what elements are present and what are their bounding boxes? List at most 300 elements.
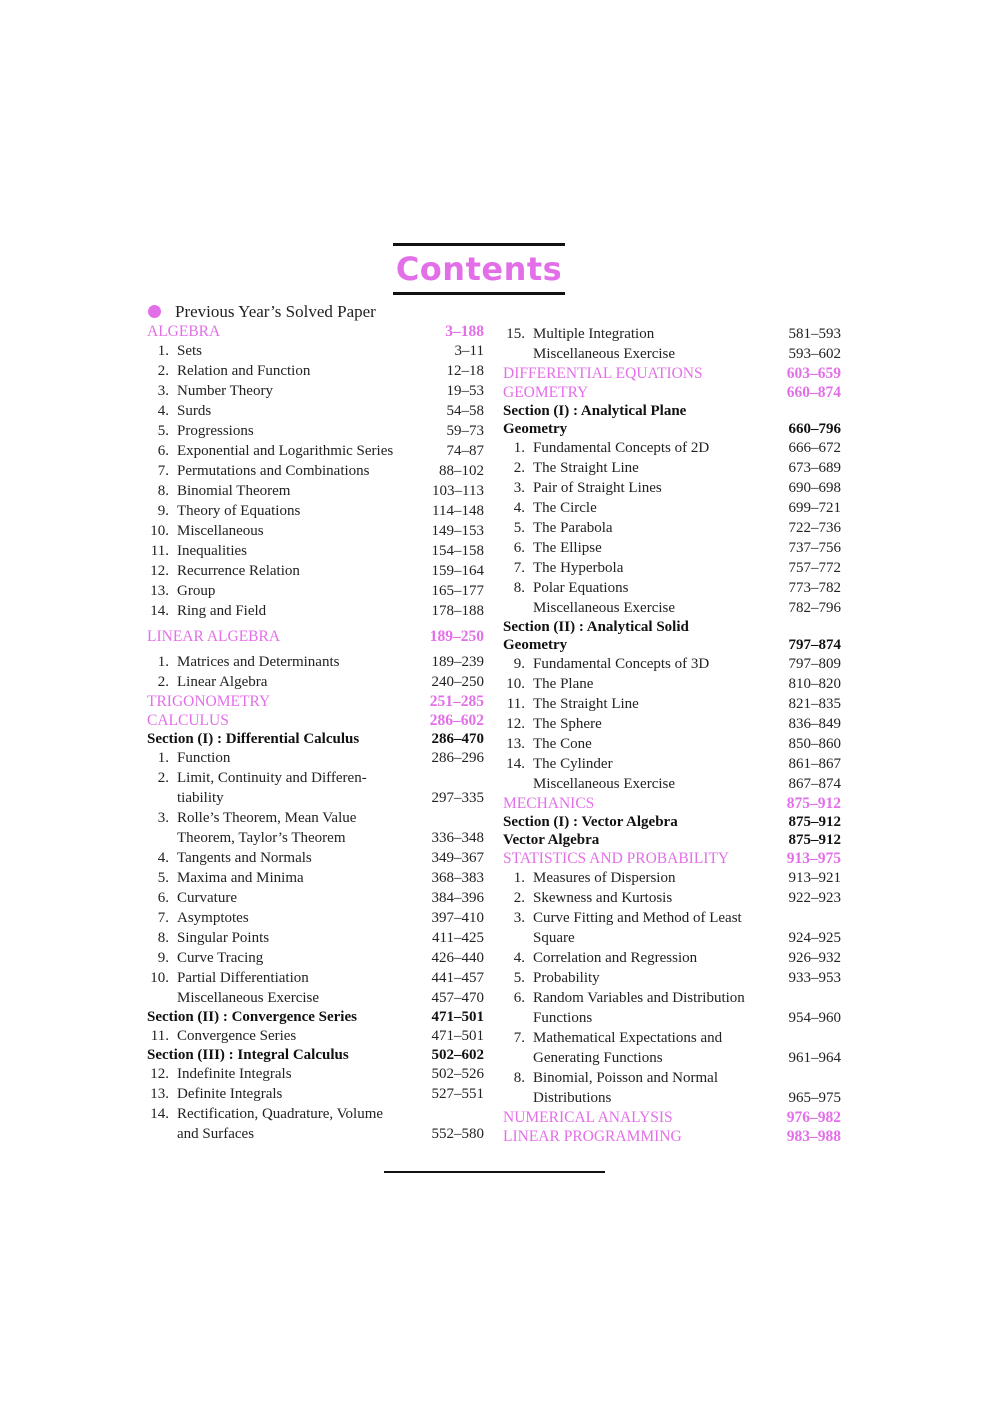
toc-subsection-heading[interactable] [503, 402, 841, 420]
toc-entry-number: 9. [157, 503, 169, 519]
toc-entry-text: Geometry [503, 421, 568, 437]
toc-entry-number: 2. [513, 460, 525, 476]
toc-entry-number: 2. [157, 674, 169, 690]
toc-entry-text: Geometry [503, 637, 568, 653]
toc-entry[interactable] [147, 421, 484, 441]
toc-entry-text: Matrices and Determinants [177, 654, 340, 670]
toc-entry-title [147, 341, 484, 361]
toc-entry[interactable] [147, 768, 484, 788]
toc-entry-continuation[interactable] [147, 1124, 484, 1144]
toc-entry-number: 13. [150, 583, 169, 599]
toc-entry[interactable] [503, 324, 841, 344]
toc-entry-text: Maxima and Minima [177, 870, 304, 886]
toc-page-range: 603–659 [786, 365, 841, 382]
toc-entry[interactable] [147, 908, 484, 928]
toc-page-range: 54–58 [446, 403, 484, 419]
toc-entry-text: Miscellaneous Exercise [533, 600, 676, 616]
toc-entry-text: Definite Integrals [177, 1086, 283, 1102]
toc-entry-title [147, 441, 484, 461]
toc-entry-number: 1. [157, 750, 169, 766]
toc-entry-text: The Ellipse [533, 540, 602, 556]
toc-page-range: 103–113 [432, 483, 484, 499]
toc-entry-title [503, 1028, 841, 1048]
toc-entry-number: 5. [157, 423, 169, 439]
toc-entry-number: 2. [157, 770, 169, 786]
toc-page-range: 861–867 [788, 756, 841, 772]
toc-page-range: 411–425 [432, 930, 484, 946]
toc-entry-number: 2. [513, 890, 525, 906]
toc-entry-text: Random Variables and Distribution [533, 990, 745, 1006]
toc-entry[interactable] [147, 521, 484, 541]
toc-left-column [147, 302, 484, 1144]
toc-entry-text: Permutations and Combinations [177, 463, 370, 479]
toc-entry-number: 14. [150, 603, 169, 619]
toc-entry-text: GEOMETRY [503, 384, 589, 401]
toc-entry-text: Binomial Theorem [177, 483, 291, 499]
toc-page-range: 983–988 [786, 1128, 841, 1145]
toc-entry[interactable] [503, 868, 841, 888]
toc-entry-text: Limit, Continuity and Differen- [177, 770, 367, 786]
toc-entry-text: Skewness and Kurtosis [533, 890, 673, 906]
toc-subsection-heading[interactable] [147, 730, 484, 748]
toc-entry-text: The Straight Line [533, 696, 639, 712]
toc-right-column [503, 324, 841, 1146]
toc-entry[interactable] [503, 458, 841, 478]
toc-entry-number: 8. [513, 1070, 525, 1086]
toc-entry-text: Rolle’s Theorem, Mean Value [177, 810, 357, 826]
toc-entry-continuation[interactable] [147, 788, 484, 808]
toc-page-range: 3–188 [445, 323, 484, 340]
toc-entry-text: The Sphere [533, 716, 602, 732]
toc-entry-number: 14. [150, 1106, 169, 1122]
toc-subsection-heading[interactable] [147, 1008, 484, 1026]
toc-subsection-heading[interactable] [503, 420, 841, 438]
toc-entry-continuation[interactable] [503, 1088, 841, 1108]
toc-entry-number: 2. [157, 363, 169, 379]
toc-entry-text: Curve Tracing [177, 950, 264, 966]
toc-page-range: 836–849 [788, 716, 841, 732]
toc-entry-number: 6. [157, 890, 169, 906]
toc-entry[interactable] [147, 581, 484, 601]
toc-entry-number: 12. [150, 563, 169, 579]
toc-entry-number: 7. [157, 463, 169, 479]
toc-page-range: 114–148 [432, 503, 484, 519]
toc-section-heading[interactable] [147, 692, 484, 711]
toc-entry-text: Vector Algebra [503, 832, 600, 848]
toc-page-range: 660–796 [788, 421, 841, 437]
toc-entry-text: Surds [177, 403, 212, 419]
toc-section-heading[interactable] [147, 322, 484, 341]
toc-entry-text: Singular Points [177, 930, 270, 946]
toc-entry-text: The Circle [533, 500, 597, 516]
toc-entry[interactable] [503, 714, 841, 734]
toc-page-range: 159–164 [431, 563, 484, 579]
toc-entry-number: 5. [513, 520, 525, 536]
toc-subsection-heading[interactable] [503, 813, 841, 831]
toc-page-range: 12–18 [446, 363, 484, 379]
toc-entry-text: Indefinite Integrals [177, 1066, 292, 1082]
toc-entry[interactable] [147, 501, 484, 521]
toc-page-range: 384–396 [431, 890, 484, 906]
toc-entry[interactable] [503, 988, 841, 1008]
toc-entry-title [503, 1068, 841, 1088]
toc-entry[interactable] [147, 868, 484, 888]
toc-entry[interactable] [503, 1028, 841, 1048]
toc-entry-text: Partial Differentiation [177, 970, 309, 986]
toc-entry-text: DIFFERENTIAL EQUATIONS [503, 365, 703, 382]
toc-entry[interactable] [147, 888, 484, 908]
toc-entry-title [147, 461, 484, 481]
toc-entry[interactable] [147, 748, 484, 768]
toc-entry[interactable] [147, 461, 484, 481]
toc-entry-continuation[interactable] [503, 1048, 841, 1068]
toc-entry-text: Measures of Dispersion [533, 870, 676, 886]
toc-page-range: 471–501 [431, 1009, 484, 1025]
toc-page-range: 797–874 [788, 637, 841, 653]
previous-paper-entry[interactable] [147, 302, 484, 322]
toc-entry[interactable] [147, 672, 484, 692]
toc-entry[interactable] [147, 481, 484, 501]
toc-entry-title [147, 1104, 484, 1124]
toc-page-range: 875–912 [786, 795, 841, 812]
toc-page-range: 867–874 [788, 776, 841, 792]
toc-section-heading[interactable] [503, 849, 841, 868]
toc-entry[interactable] [147, 541, 484, 561]
toc-page-range: 875–912 [788, 814, 841, 830]
toc-entry-number: 8. [157, 930, 169, 946]
toc-entry-continuation[interactable] [503, 928, 841, 948]
toc-section-heading[interactable] [503, 1127, 841, 1146]
toc-entry-text: LINEAR ALGEBRA [147, 628, 281, 645]
toc-entry-text: Square [533, 930, 575, 946]
toc-entry-number: 12. [506, 716, 525, 732]
toc-section-heading[interactable] [503, 794, 841, 813]
toc-entry-text: Progressions [177, 423, 254, 439]
toc-entry-title [503, 402, 841, 420]
toc-entry-title [147, 381, 484, 401]
toc-page-range: 581–593 [788, 326, 841, 342]
toc-entry-number: 8. [513, 580, 525, 596]
toc-page-range: 797–809 [788, 656, 841, 672]
toc-entry-number: 12. [150, 1066, 169, 1082]
toc-entry-text: Curve Fitting and Method of Least [533, 910, 742, 926]
toc-entry[interactable] [147, 441, 484, 461]
toc-page-range: 251–285 [429, 693, 484, 710]
toc-page-range: 471–501 [431, 1028, 484, 1044]
toc-entry-text: Miscellaneous Exercise [533, 346, 676, 362]
toc-entry[interactable] [147, 928, 484, 948]
toc-entry-text: Theory of Equations [177, 503, 301, 519]
toc-entry[interactable] [147, 381, 484, 401]
toc-page-range: 336–348 [431, 830, 484, 846]
toc-page-range: 660–874 [786, 384, 841, 401]
toc-entry-number: 1. [513, 870, 525, 886]
toc-page-range: 286–602 [429, 712, 484, 729]
toc-entry[interactable] [147, 848, 484, 868]
toc-entry-number: 7. [513, 1030, 525, 1046]
toc-entry-text: Generating Functions [533, 1050, 663, 1066]
toc-entry-text: Theorem, Taylor’s Theorem [177, 830, 346, 846]
toc-entry-text: Distributions [533, 1090, 612, 1106]
toc-page-range: 722–736 [788, 520, 841, 536]
toc-entry[interactable] [147, 808, 484, 828]
toc-entry[interactable] [503, 1068, 841, 1088]
toc-entry[interactable] [147, 1084, 484, 1104]
toc-entry[interactable] [503, 654, 841, 674]
toc-entry-text: and Surfaces [177, 1126, 255, 1142]
toc-entry-continuation[interactable] [503, 344, 841, 364]
toc-entry-number: 10. [150, 523, 169, 539]
toc-entry[interactable] [147, 652, 484, 672]
toc-entry[interactable] [147, 1026, 484, 1046]
toc-subsection-heading[interactable] [147, 1046, 484, 1064]
toc-page-range: 397–410 [431, 910, 484, 926]
toc-page-range: 59–73 [446, 423, 484, 439]
toc-section-heading[interactable] [503, 1108, 841, 1127]
toc-entry[interactable] [147, 361, 484, 381]
toc-section-heading[interactable] [503, 383, 841, 402]
toc-entry-text: ALGEBRA [147, 323, 221, 340]
toc-entry-number: 9. [157, 950, 169, 966]
toc-entry[interactable] [503, 674, 841, 694]
toc-page-range: 810–820 [788, 676, 841, 692]
toc-entry-text: The Parabola [533, 520, 613, 536]
toc-right-list [503, 324, 841, 1146]
toc-entry-continuation[interactable] [503, 774, 841, 794]
toc-entry-number: 11. [506, 696, 525, 712]
toc-entry-number: 9. [513, 656, 525, 672]
toc-entry-text: Group [177, 583, 216, 599]
toc-entry-text: Linear Algebra [177, 674, 268, 690]
toc-entry-text: Section (II) : Analytical Solid [503, 619, 689, 635]
toc-page-range: 165–177 [431, 583, 484, 599]
toc-entry-number: 15. [506, 326, 525, 342]
toc-entry[interactable] [503, 968, 841, 988]
toc-entry-text: Pair of Straight Lines [533, 480, 662, 496]
toc-entry-title [503, 618, 841, 636]
toc-entry[interactable] [147, 968, 484, 988]
previous-paper-label: Previous Year’s Solved Paper [175, 302, 376, 321]
page-title: Contents [395, 250, 563, 288]
toc-page-range: 666–672 [788, 440, 841, 456]
toc-page-range: 922–923 [788, 890, 841, 906]
toc-entry-number: 8. [157, 483, 169, 499]
toc-page-range: 913–921 [788, 870, 841, 886]
toc-entry-title [503, 988, 841, 1008]
toc-entry-text: Exponential and Logarithmic Series [177, 443, 394, 459]
toc-entry-text: The Straight Line [533, 460, 639, 476]
toc-entry-continuation[interactable] [503, 598, 841, 618]
toc-entry-text: Ring and Field [177, 603, 267, 619]
toc-page-range: 178–188 [431, 603, 484, 619]
toc-entry[interactable] [503, 754, 841, 774]
toc-entry-title [147, 808, 484, 828]
toc-entry-text: Asymptotes [177, 910, 249, 926]
toc-entry-number: 6. [513, 990, 525, 1006]
toc-entry[interactable] [503, 908, 841, 928]
toc-page-range: 690–698 [788, 480, 841, 496]
toc-entry-number: 11. [150, 543, 169, 559]
toc-entry-number: 4. [157, 850, 169, 866]
toc-entry[interactable] [147, 1104, 484, 1124]
toc-entry[interactable] [147, 401, 484, 421]
toc-entry-text: Inequalities [177, 543, 247, 559]
toc-entry-text: CALCULUS [147, 712, 229, 729]
toc-entry[interactable] [147, 948, 484, 968]
toc-entry-number: 5. [157, 870, 169, 886]
bottom-divider [384, 1171, 605, 1173]
toc-entry-text: Miscellaneous Exercise [533, 776, 676, 792]
toc-entry-number: 14. [506, 756, 525, 772]
toc-page-range: 88–102 [439, 463, 484, 479]
toc-section-heading[interactable] [503, 364, 841, 383]
toc-entry-number: 3. [157, 810, 169, 826]
toc-entry-number: 11. [150, 1028, 169, 1044]
toc-page-range: 737–756 [788, 540, 841, 556]
toc-page-range: 875–912 [788, 832, 841, 848]
toc-page-range: 426–440 [431, 950, 484, 966]
toc-entry-text: NUMERICAL ANALYSIS [503, 1109, 673, 1126]
toc-page-range: 773–782 [788, 580, 841, 596]
toc-entry-text: Tangents and Normals [177, 850, 312, 866]
toc-page-range: 924–925 [788, 930, 841, 946]
toc-entry-number: 10. [506, 676, 525, 692]
toc-entry-text: Section (II) : Convergence Series [147, 1009, 357, 1025]
toc-page-range: 926–932 [788, 950, 841, 966]
toc-entry-continuation[interactable] [503, 1008, 841, 1028]
toc-entry-text: Recurrence Relation [177, 563, 300, 579]
toc-entry-number: 1. [157, 343, 169, 359]
toc-page-range: 3–11 [454, 343, 484, 359]
toc-entry-number: 1. [157, 654, 169, 670]
toc-entry[interactable] [503, 478, 841, 498]
toc-entry-number: 4. [157, 403, 169, 419]
toc-entry-text: Curvature [177, 890, 237, 906]
toc-entry-continuation[interactable] [147, 828, 484, 848]
toc-entry-text: Miscellaneous Exercise [177, 990, 320, 1006]
toc-entry[interactable] [503, 518, 841, 538]
toc-entry-number: 4. [513, 500, 525, 516]
toc-entry[interactable] [503, 498, 841, 518]
toc-entry-number: 4. [513, 950, 525, 966]
toc-entry-text: Convergence Series [177, 1028, 297, 1044]
toc-subsection-heading[interactable] [503, 831, 841, 849]
toc-entry[interactable] [503, 948, 841, 968]
toc-page-range: 782–796 [788, 600, 841, 616]
toc-entry-continuation[interactable] [147, 988, 484, 1008]
toc-entry-text: Section (III) : Integral Calculus [147, 1047, 349, 1063]
toc-entry[interactable] [503, 694, 841, 714]
toc-entry-number: 7. [513, 560, 525, 576]
toc-entry-number: 6. [157, 443, 169, 459]
toc-page-range: 19–53 [446, 383, 484, 399]
toc-page-range: 74–87 [446, 443, 484, 459]
toc-page-range: 757–772 [788, 560, 841, 576]
toc-entry[interactable] [147, 341, 484, 361]
toc-page-range: 502–526 [431, 1066, 484, 1082]
toc-page-range: 673–689 [788, 460, 841, 476]
toc-entry-text: Section (I) : Analytical Plane [503, 403, 687, 419]
toc-page-range: 240–250 [431, 674, 484, 690]
toc-subsection-heading[interactable] [503, 618, 841, 636]
toc-entry[interactable] [147, 1064, 484, 1084]
toc-entry-title [503, 908, 841, 928]
toc-entry-title [147, 401, 484, 421]
toc-entry[interactable] [503, 734, 841, 754]
bullet-icon [148, 305, 161, 318]
toc-entry-text: MECHANICS [503, 795, 595, 812]
toc-section-heading[interactable] [147, 711, 484, 730]
toc-entry-number: 7. [157, 910, 169, 926]
toc-page-range: 965–975 [788, 1090, 841, 1106]
toc-entry-text: Probability [533, 970, 600, 986]
toc-entry[interactable] [503, 578, 841, 598]
toc-entry-number: 13. [150, 1086, 169, 1102]
toc-page-range: 913–975 [786, 850, 841, 867]
toc-entry-text: tiability [177, 790, 224, 806]
toc-entry-text: The Plane [533, 676, 594, 692]
toc-entry-number: 1. [513, 440, 525, 456]
toc-page-range: 699–721 [788, 500, 841, 516]
toc-entry-text: Mathematical Expectations and [533, 1030, 723, 1046]
toc-entry[interactable] [503, 538, 841, 558]
toc-entry-text: Section (I) : Differential Calculus [147, 731, 360, 747]
toc-entry-number: 5. [513, 970, 525, 986]
toc-entry-text: Function [177, 750, 231, 766]
toc-entry-text: Miscellaneous [177, 523, 264, 539]
toc-page-range: 502–602 [431, 1047, 484, 1063]
toc-entry-text: Binomial, Poisson and Normal [533, 1070, 718, 1086]
toc-page-range: 368–383 [431, 870, 484, 886]
toc-entry-text: Section (I) : Vector Algebra [503, 814, 678, 830]
toc-page-range: 297–335 [431, 790, 484, 806]
toc-entry[interactable] [147, 601, 484, 621]
toc-page-range: 154–158 [431, 543, 484, 559]
toc-entry-text: Fundamental Concepts of 2D [533, 440, 710, 456]
toc-page-range: 954–960 [788, 1010, 841, 1026]
toc-entry[interactable] [503, 888, 841, 908]
toc-entry-title [147, 322, 484, 341]
contents-title-box [393, 243, 565, 295]
toc-entry-text: Multiple Integration [533, 326, 655, 342]
toc-page-range: 189–250 [429, 628, 484, 645]
toc-entry-text: The Cone [533, 736, 592, 752]
toc-page-range: 189–239 [431, 654, 484, 670]
toc-entry[interactable] [147, 561, 484, 581]
toc-entry-text: Correlation and Regression [533, 950, 698, 966]
toc-page-range: 961–964 [788, 1050, 841, 1066]
toc-entry-text: LINEAR PROGRAMMING [503, 1128, 682, 1145]
toc-entry-text: Number Theory [177, 383, 273, 399]
toc-left-list [147, 322, 484, 1144]
toc-entry-number: 3. [157, 383, 169, 399]
toc-page-range: 527–551 [431, 1086, 484, 1102]
toc-entry[interactable] [503, 558, 841, 578]
toc-entry-number: 13. [506, 736, 525, 752]
toc-entry-number: 6. [513, 540, 525, 556]
toc-entry-text: Functions [533, 1010, 593, 1026]
toc-section-heading[interactable] [147, 627, 484, 646]
toc-entry[interactable] [503, 438, 841, 458]
toc-page-range: 933–953 [788, 970, 841, 986]
toc-page-range: 149–153 [431, 523, 484, 539]
toc-page-range: 457–470 [431, 990, 484, 1006]
toc-page-range: 976–982 [786, 1109, 841, 1126]
toc-subsection-heading[interactable] [503, 636, 841, 654]
toc-entry-text: The Cylinder [533, 756, 613, 772]
toc-entry-number: 10. [150, 970, 169, 986]
toc-page-range: 552–580 [431, 1126, 484, 1142]
